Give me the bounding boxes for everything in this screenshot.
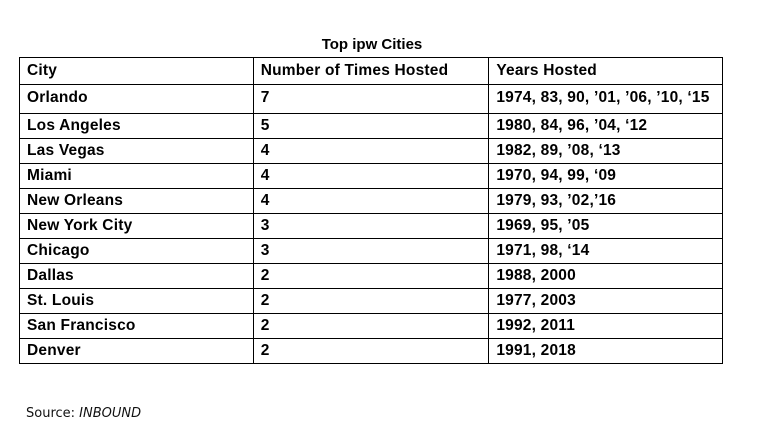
times-hosted-cell: 2 [253, 339, 489, 364]
years-hosted-cell: 1982, 89, ’08, ‘13 [489, 139, 723, 164]
years-hosted-cell: 1974, 83, 90, ’01, ’06, ’10, ‘15 [489, 85, 723, 114]
city-cell: Los Angeles [20, 114, 254, 139]
years-hosted-cell: 1991, 2018 [489, 339, 723, 364]
table-row [20, 289, 723, 314]
city-cell: New Orleans [20, 189, 254, 214]
table-row [20, 189, 723, 214]
source-note [26, 406, 141, 421]
city-cell: San Francisco [20, 314, 254, 339]
city-cell: St. Louis [20, 289, 254, 314]
table-row [20, 114, 723, 139]
times-hosted-cell: 2 [253, 314, 489, 339]
years-hosted-cell: 1992, 2011 [489, 314, 723, 339]
table-row [20, 85, 723, 114]
city-cell: Miami [20, 164, 254, 189]
table-row [20, 314, 723, 339]
times-hosted-cell: 5 [253, 114, 489, 139]
times-hosted-cell: 4 [253, 164, 489, 189]
header-years-hosted: Years Hosted [489, 58, 723, 85]
years-hosted-cell: 1977, 2003 [489, 289, 723, 314]
source-name: INBOUND [79, 406, 142, 421]
city-cell: New York City [20, 214, 254, 239]
city-cell: Denver [20, 339, 254, 364]
table-title: Top ipw Cities [321, 36, 423, 53]
times-hosted-cell: 4 [253, 139, 489, 164]
city-cell: Orlando [20, 85, 254, 114]
years-hosted-cell: 1971, 98, ‘14 [489, 239, 723, 264]
source-label: Source: [26, 406, 80, 421]
table-row [20, 164, 723, 189]
times-hosted-cell: 2 [253, 264, 489, 289]
years-hosted-cell: 1979, 93, ’02,’16 [489, 189, 723, 214]
times-hosted-cell: 3 [253, 214, 489, 239]
city-cell: Las Vegas [20, 139, 254, 164]
table-row [20, 264, 723, 289]
city-cell: Dallas [20, 264, 254, 289]
times-hosted-cell: 7 [253, 85, 489, 114]
table-row [20, 339, 723, 364]
table-row [20, 239, 723, 264]
times-hosted-cell: 2 [253, 289, 489, 314]
city-cell: Chicago [20, 239, 254, 264]
times-hosted-cell: 3 [253, 239, 489, 264]
header-city: City [20, 58, 254, 85]
cities-table [19, 57, 723, 364]
years-hosted-cell: 1980, 84, 96, ’04, ‘12 [489, 114, 723, 139]
years-hosted-cell: 1969, 95, ’05 [489, 214, 723, 239]
years-hosted-cell: 1970, 94, 99, ‘09 [489, 164, 723, 189]
header-row [20, 58, 723, 85]
years-hosted-cell: 1988, 2000 [489, 264, 723, 289]
table-row [20, 214, 723, 239]
table-row [20, 139, 723, 164]
times-hosted-cell: 4 [253, 189, 489, 214]
header-times-hosted: Number of Times Hosted [253, 58, 489, 85]
